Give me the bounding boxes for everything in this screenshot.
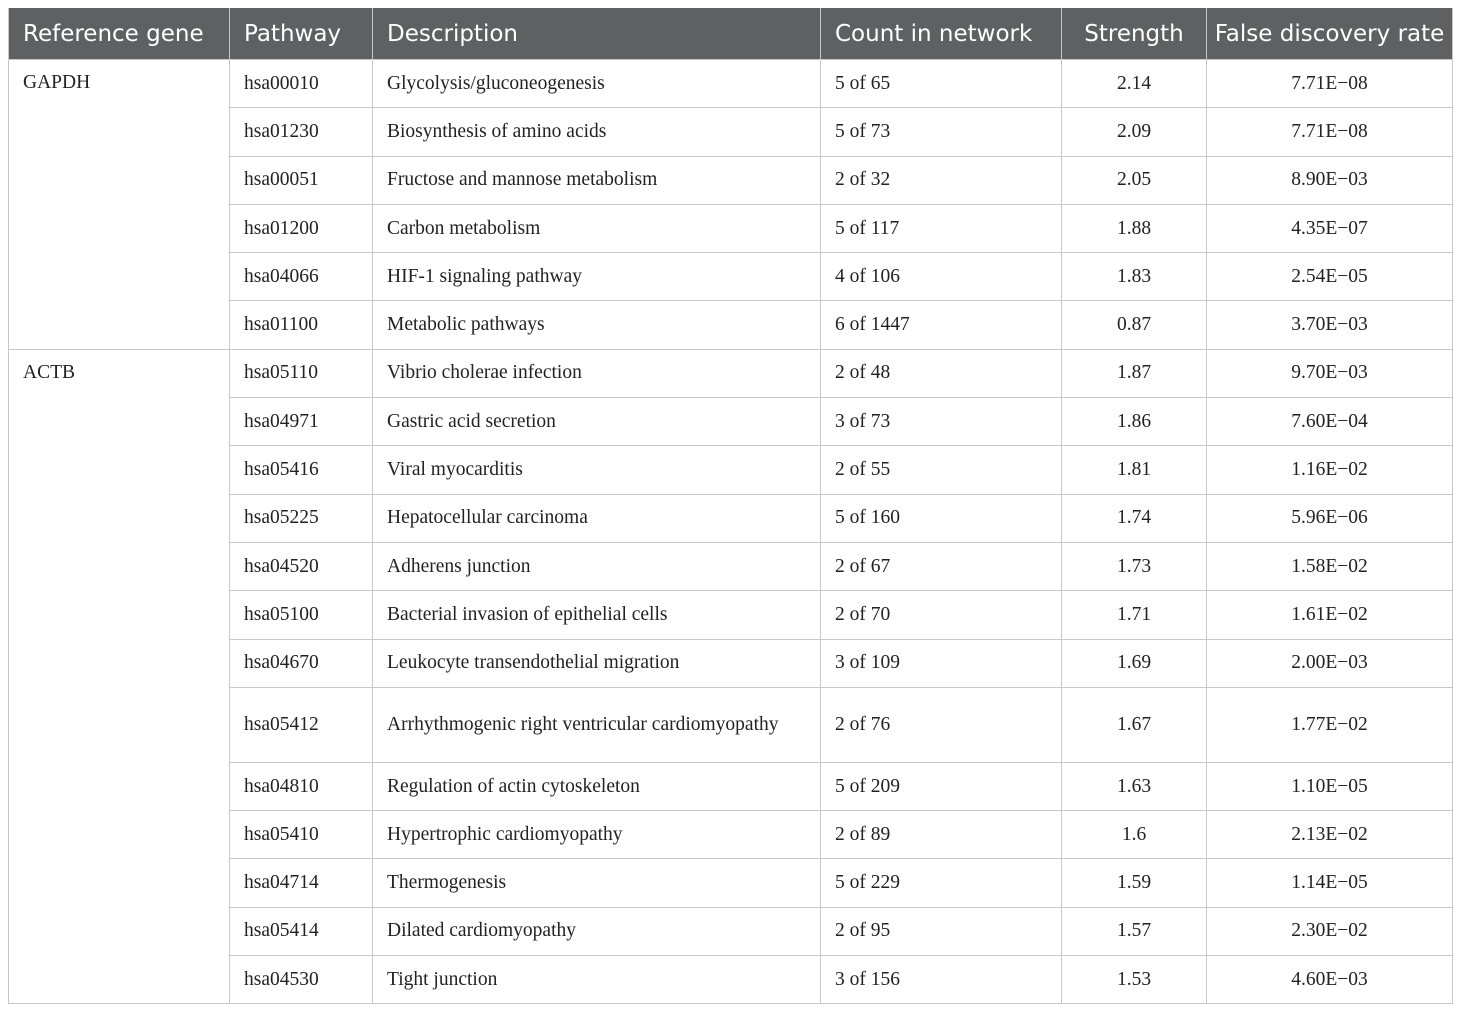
strength-cell: 1.88	[1062, 204, 1207, 252]
strength-cell: 1.87	[1062, 349, 1207, 397]
strength-cell: 1.81	[1062, 446, 1207, 494]
false-discovery-rate-cell: 2.30E−02	[1207, 907, 1453, 955]
reference-gene-cell: GAPDH	[9, 60, 230, 350]
description-cell: Arrhythmogenic right ventricular cardiomyopathy	[373, 687, 821, 762]
count-in-network-cell: 2 of 32	[821, 156, 1062, 204]
description-cell: Fructose and mannose metabolism	[373, 156, 821, 204]
pathway-id-cell: hsa05410	[230, 811, 373, 859]
strength-cell: 2.14	[1062, 60, 1207, 108]
pathway-id-cell: hsa00051	[230, 156, 373, 204]
description-cell: Regulation of actin cytoskeleton	[373, 762, 821, 810]
strength-cell: 1.71	[1062, 591, 1207, 639]
strength-cell: 2.09	[1062, 108, 1207, 156]
pathway-id-cell: hsa01200	[230, 204, 373, 252]
false-discovery-rate-cell: 1.58E−02	[1207, 542, 1453, 590]
strength-cell: 1.69	[1062, 639, 1207, 687]
count-in-network-cell: 5 of 117	[821, 204, 1062, 252]
pathway-id-cell: hsa01100	[230, 301, 373, 349]
table-row	[9, 60, 1453, 108]
strength-cell: 1.86	[1062, 398, 1207, 446]
false-discovery-rate-cell: 8.90E−03	[1207, 156, 1453, 204]
strength-cell: 1.6	[1062, 811, 1207, 859]
count-in-network-cell: 6 of 1447	[821, 301, 1062, 349]
pathway-id-cell: hsa04066	[230, 253, 373, 301]
count-in-network-cell: 3 of 109	[821, 639, 1062, 687]
count-in-network-cell: 5 of 209	[821, 762, 1062, 810]
table-body	[9, 60, 1453, 1004]
description-cell: Carbon metabolism	[373, 204, 821, 252]
strength-cell: 1.83	[1062, 253, 1207, 301]
description-cell: Glycolysis/gluconeogenesis	[373, 60, 821, 108]
description-cell: Biosynthesis of amino acids	[373, 108, 821, 156]
false-discovery-rate-cell: 4.60E−03	[1207, 956, 1453, 1004]
pathway-id-cell: hsa01230	[230, 108, 373, 156]
pathway-id-cell: hsa04971	[230, 398, 373, 446]
count-in-network-cell: 2 of 55	[821, 446, 1062, 494]
pathway-table-container	[8, 8, 1452, 1004]
pathway-id-cell: hsa05416	[230, 446, 373, 494]
table-row	[9, 349, 1453, 397]
pathway-id-cell: hsa00010	[230, 60, 373, 108]
count-in-network-cell: 2 of 89	[821, 811, 1062, 859]
pathway-id-cell: hsa05100	[230, 591, 373, 639]
header-row	[9, 8, 1453, 60]
count-in-network-cell: 5 of 229	[821, 859, 1062, 907]
strength-cell: 1.53	[1062, 956, 1207, 1004]
pathway-enrichment-table	[8, 8, 1453, 1004]
false-discovery-rate-cell: 5.96E−06	[1207, 494, 1453, 542]
description-cell: HIF-1 signaling pathway	[373, 253, 821, 301]
count-in-network-cell: 2 of 70	[821, 591, 1062, 639]
description-cell: Tight junction	[373, 956, 821, 1004]
false-discovery-rate-cell: 1.16E−02	[1207, 446, 1453, 494]
strength-cell: 0.87	[1062, 301, 1207, 349]
pathway-id-cell: hsa04714	[230, 859, 373, 907]
count-in-network-cell: 3 of 73	[821, 398, 1062, 446]
header-strength: Strength	[1062, 8, 1207, 60]
false-discovery-rate-cell: 1.14E−05	[1207, 859, 1453, 907]
strength-cell: 1.59	[1062, 859, 1207, 907]
description-cell: Thermogenesis	[373, 859, 821, 907]
reference-gene-cell: ACTB	[9, 349, 230, 1004]
pathway-id-cell: hsa05412	[230, 687, 373, 762]
count-in-network-cell: 2 of 48	[821, 349, 1062, 397]
pathway-id-cell: hsa05414	[230, 907, 373, 955]
count-in-network-cell: 3 of 156	[821, 956, 1062, 1004]
pathway-id-cell: hsa04520	[230, 542, 373, 590]
description-cell: Dilated cardiomyopathy	[373, 907, 821, 955]
false-discovery-rate-cell: 1.77E−02	[1207, 687, 1453, 762]
count-in-network-cell: 4 of 106	[821, 253, 1062, 301]
header-count-in-network: Count in network	[821, 8, 1062, 60]
count-in-network-cell: 2 of 67	[821, 542, 1062, 590]
count-in-network-cell: 5 of 160	[821, 494, 1062, 542]
false-discovery-rate-cell: 2.00E−03	[1207, 639, 1453, 687]
count-in-network-cell: 5 of 65	[821, 60, 1062, 108]
pathway-id-cell: hsa04530	[230, 956, 373, 1004]
false-discovery-rate-cell: 2.13E−02	[1207, 811, 1453, 859]
description-cell: Adherens junction	[373, 542, 821, 590]
strength-cell: 1.63	[1062, 762, 1207, 810]
description-cell: Bacterial invasion of epithelial cells	[373, 591, 821, 639]
description-cell: Vibrio cholerae infection	[373, 349, 821, 397]
count-in-network-cell: 2 of 76	[821, 687, 1062, 762]
strength-cell: 2.05	[1062, 156, 1207, 204]
false-discovery-rate-cell: 1.10E−05	[1207, 762, 1453, 810]
pathway-id-cell: hsa04670	[230, 639, 373, 687]
pathway-id-cell: hsa04810	[230, 762, 373, 810]
strength-cell: 1.67	[1062, 687, 1207, 762]
description-cell: Metabolic pathways	[373, 301, 821, 349]
header-pathway: Pathway	[230, 8, 373, 60]
description-cell: Leukocyte transendothelial migration	[373, 639, 821, 687]
pathway-id-cell: hsa05225	[230, 494, 373, 542]
false-discovery-rate-cell: 9.70E−03	[1207, 349, 1453, 397]
strength-cell: 1.57	[1062, 907, 1207, 955]
false-discovery-rate-cell: 1.61E−02	[1207, 591, 1453, 639]
header-reference-gene: Reference gene	[9, 8, 230, 60]
count-in-network-cell: 2 of 95	[821, 907, 1062, 955]
false-discovery-rate-cell: 7.60E−04	[1207, 398, 1453, 446]
description-cell: Hypertrophic cardiomyopathy	[373, 811, 821, 859]
description-cell: Hepatocellular carcinoma	[373, 494, 821, 542]
strength-cell: 1.73	[1062, 542, 1207, 590]
false-discovery-rate-cell: 2.54E−05	[1207, 253, 1453, 301]
false-discovery-rate-cell: 3.70E−03	[1207, 301, 1453, 349]
description-cell: Viral myocarditis	[373, 446, 821, 494]
count-in-network-cell: 5 of 73	[821, 108, 1062, 156]
false-discovery-rate-cell: 7.71E−08	[1207, 108, 1453, 156]
header-false-discovery-rate: False discovery rate	[1207, 8, 1453, 60]
false-discovery-rate-cell: 4.35E−07	[1207, 204, 1453, 252]
pathway-id-cell: hsa05110	[230, 349, 373, 397]
header-description: Description	[373, 8, 821, 60]
false-discovery-rate-cell: 7.71E−08	[1207, 60, 1453, 108]
strength-cell: 1.74	[1062, 494, 1207, 542]
description-cell: Gastric acid secretion	[373, 398, 821, 446]
